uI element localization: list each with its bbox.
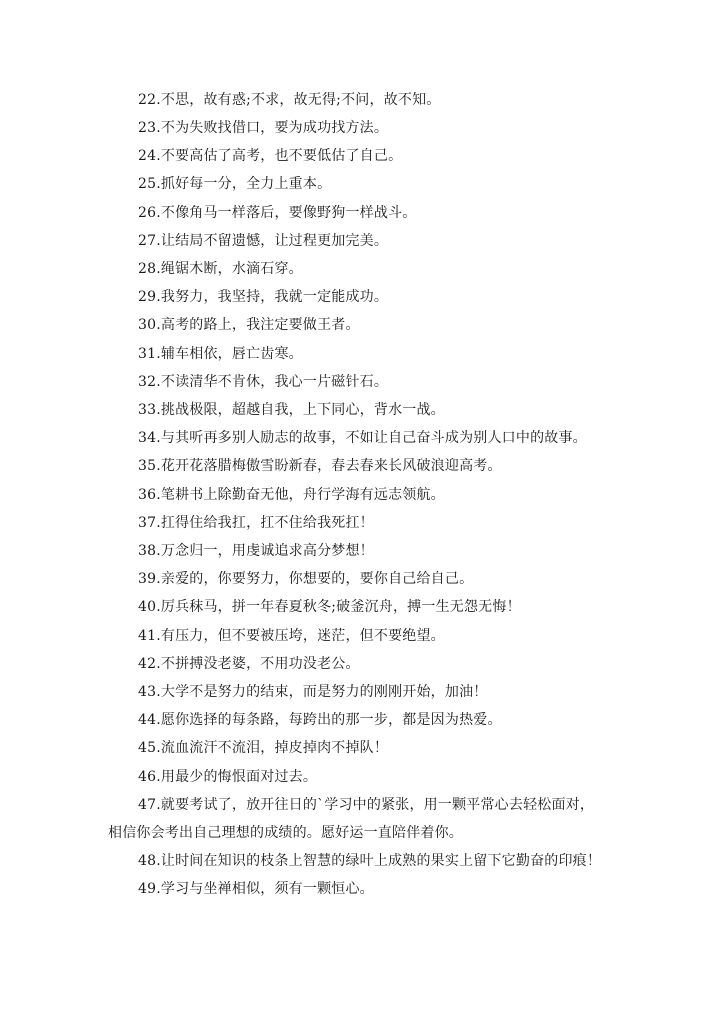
- list-item: 46.用最少的悔恨面对过去。: [138, 769, 318, 785]
- list-item: 48.让时间在知识的枝条上智慧的绿叶上成熟的果实上留下它勤奋的印痕！: [138, 853, 602, 869]
- list-item: 33.挑战极限，超越自我，上下同心，背水一战。: [138, 402, 445, 418]
- list-item: 28.绳锯木断，水滴石穿。: [138, 261, 303, 277]
- list-item: 34.与其听再多别人励志的故事，不如让自己奋斗成为别人口中的故事。: [138, 430, 587, 446]
- list-item: 26.不像角马一样落后，要像野狗一样战斗。: [138, 205, 417, 221]
- list-item: 45.流血流汗不流泪，掉皮掉肉不掉队！: [138, 740, 389, 756]
- list-item: 27.让结局不留遗憾，让过程更加完美。: [138, 233, 389, 249]
- list-item: 47.就要考试了，放开往日的`学习中的紧张，用一颗平常心去轻松面对，: [138, 797, 595, 813]
- list-item-continuation: 相信你会考出自己理想的成绩的。愿好运一直陪伴着你。: [108, 825, 463, 841]
- list-item: 36.笔耕书上除勤奋无他，舟行学海有远志领航。: [138, 487, 445, 503]
- list-item: 40.厉兵秣马，拼一年春夏秋冬;破釜沉舟，搏一生无怨无悔！: [138, 599, 521, 615]
- list-item: 42.不拼搏没老婆，不用功没老公。: [138, 656, 360, 672]
- list-item: 30.高考的路上，我注定要做王者。: [138, 317, 360, 333]
- list-item: 39.亲爱的，你要努力，你想要的，要你自己给自己。: [138, 571, 474, 587]
- list-item: 35.花开花落腊梅傲雪盼新春，春去春来长风破浪迎高考。: [138, 458, 502, 474]
- list-item: 43.大学不是努力的结束，而是努力的刚刚开始，加油！: [138, 684, 488, 700]
- list-item: 29.我努力，我坚持，我就一定能成功。: [138, 289, 389, 305]
- list-item: 44.愿你选择的每条路，每跨出的那一步，都是因为热爱。: [138, 712, 502, 728]
- list-item: 41.有压力，但不要被压垮，迷茫，但不要绝望。: [138, 628, 445, 644]
- list-item: 31.辅车相依，唇亡齿寒。: [138, 346, 303, 362]
- list-item: 37.扛得住给我扛，扛不住给我死扛！: [138, 515, 374, 531]
- list-item: 25.抓好每一分，全力上重本。: [138, 176, 332, 192]
- list-item: 22.不思，故有惑;不求，故无得;不问，故不知。: [138, 92, 441, 108]
- list-item: 38.万念归一，用虔诚追求高分梦想！: [138, 543, 374, 559]
- list-item: 32.不读清华不肯休，我心一片磁针石。: [138, 374, 389, 390]
- list-item: 24.不要高估了高考，也不要低估了自己。: [138, 148, 403, 164]
- list-item: 23.不为失败找借口，要为成功找方法。: [138, 120, 389, 136]
- list-item: 49.学习与坐禅相似，须有一颗恒心。: [138, 881, 374, 897]
